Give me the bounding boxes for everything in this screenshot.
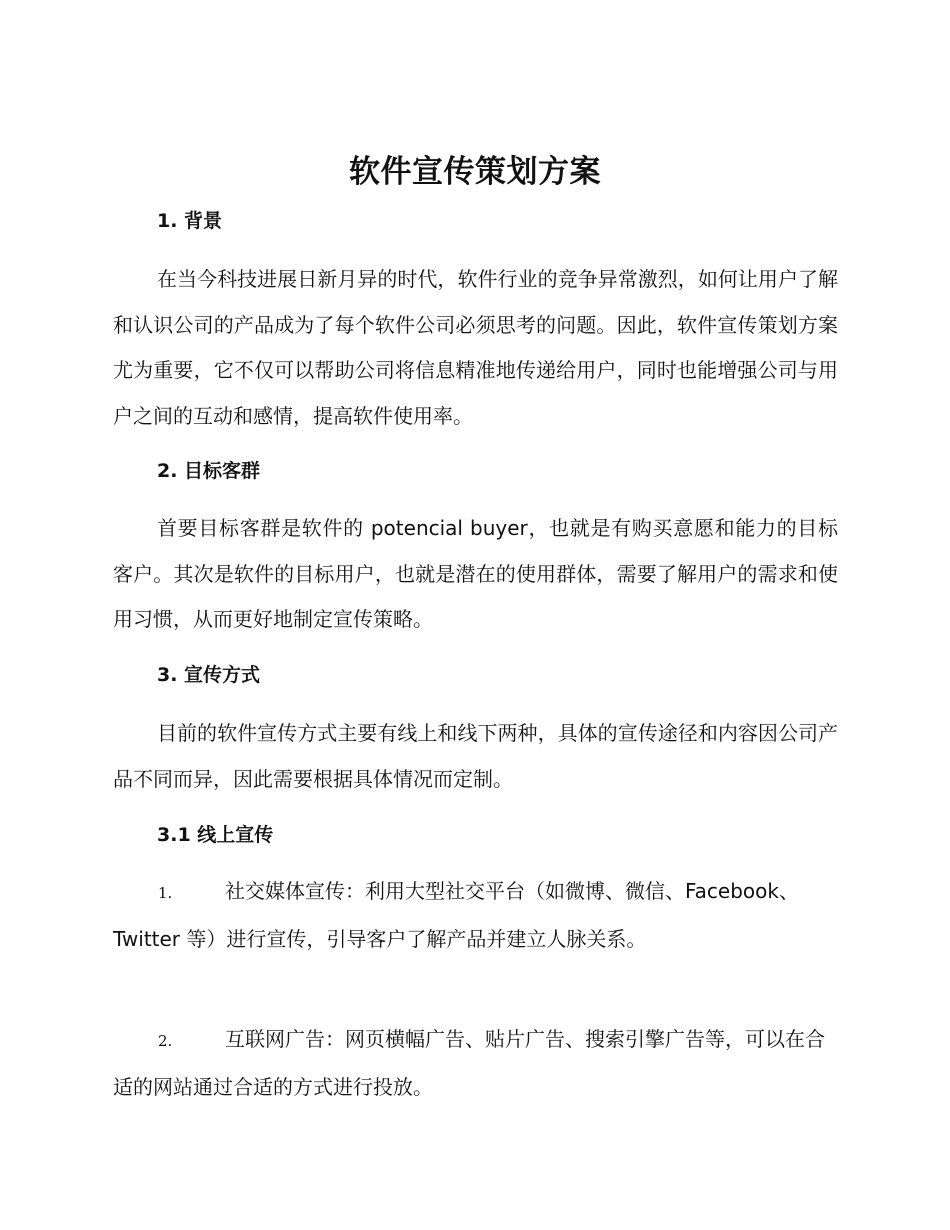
list-item-text: 互联网广告：网页横幅广告、贴片广告、搜索引擎广告等，可以在合适的网站通过合适的方式进行投放。 xyxy=(113,1027,825,1099)
list-item-text: 社交媒体宣传：利用大型社交平台（如微博、微信、Facebook、Twitter 等）进行宣传，引导客户了解产品并建立人脉关系。 xyxy=(113,879,799,951)
promotion-methods-paragraph: 目前的软件宣传方式主要有线上和线下两种，具体的宣传途径和内容因公司产品不同而异，因此需要根据具体情况而定制。 xyxy=(113,721,838,791)
list-item xyxy=(113,869,838,962)
list-item-number: 1. xyxy=(158,884,173,902)
background-paragraph: 在当今科技进展日新月异的时代，软件行业的竞争异常激烈，如何让用户了解和认识公司的产品成为了每个软件公司必须思考的问题。因此，软件宣传策划方案尤为重要，它不仅可以帮助公司将信息精准地传递给用户，同时也能增强公司与用户之间的互动和感情，提高软件使用率。 xyxy=(113,267,838,428)
section-heading-target-audience: 2. 目标客群 xyxy=(157,460,261,482)
list-item-number: 2. xyxy=(158,1032,173,1050)
list-item xyxy=(113,1017,838,1110)
section-heading-online-promotion: 3.1 线上宣传 xyxy=(157,824,274,846)
section-heading-promotion-methods: 3. 宣传方式 xyxy=(157,664,261,686)
section-heading-background: 1. 背景 xyxy=(157,210,223,232)
document-title: 软件宣传策划方案 xyxy=(349,154,601,190)
target-audience-paragraph: 首要目标客群是软件的 potencial buyer，也就是有购买意愿和能力的目标客户。其次是软件的目标用户，也就是潜在的使用群体，需要了解用户的需求和使用习惯，从而更好地制定宣传策略。 xyxy=(113,516,838,631)
